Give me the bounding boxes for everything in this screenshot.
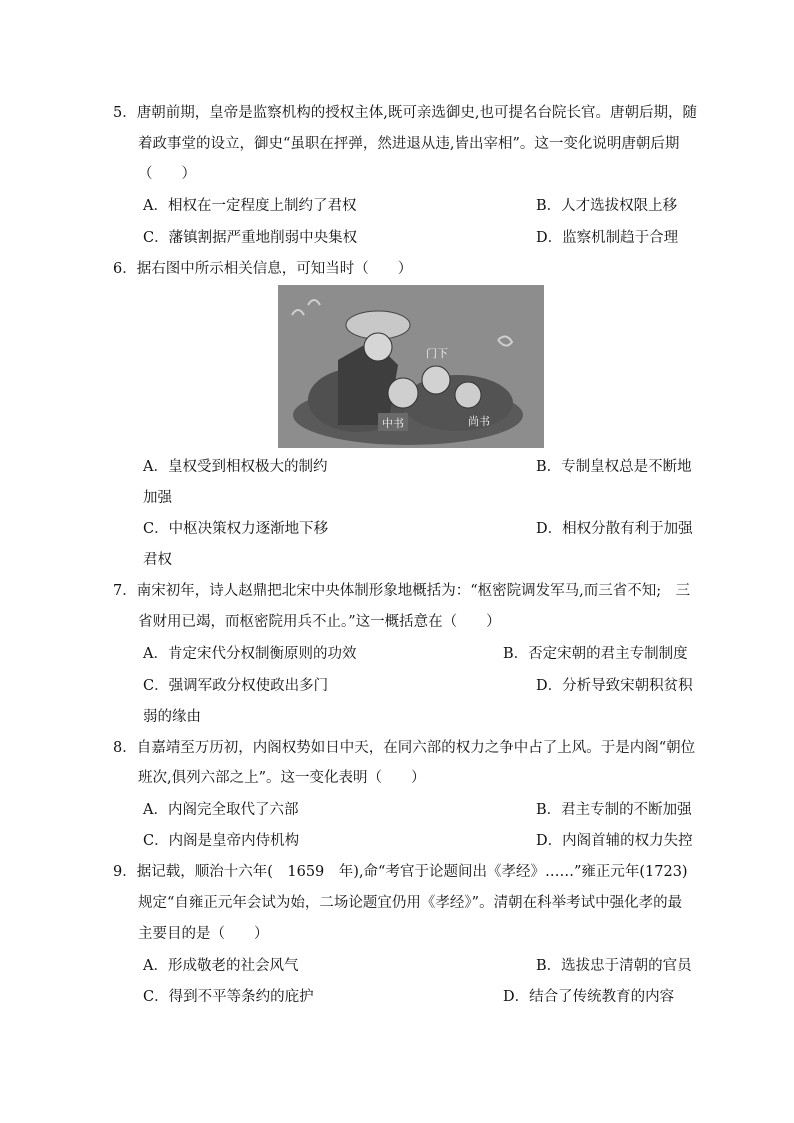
q5-option-c: C．藩镇割据严重地削弱中央集权	[143, 230, 358, 246]
q8-option-a: A．内阁完全取代了六部	[143, 802, 299, 818]
q6-option-b: B．专制皇权总是不断地	[536, 459, 692, 475]
q8-option-d: D．内阁首辅的权力失控	[536, 833, 693, 849]
q6-option-b-continued: 加强	[143, 490, 172, 506]
q7-option-a: A．肯定宋代分权制衡原则的功效	[143, 646, 357, 662]
q8-stem-line2: 班次,俱列六部之上”。这一变化表明（ ）	[138, 770, 426, 786]
q6-option-d-continued: 君权	[143, 552, 172, 568]
q9-stem-line2: 规定“自雍正元年会试为始，二场论题宜仍用《孝经》”。清朝在科举考试中强化孝的最	[138, 895, 683, 911]
q5-option-a: A．相权在一定程度上制约了君权	[143, 198, 357, 214]
q6-option-a: A．皇权受到相权极大的制约	[143, 459, 328, 475]
q9-option-c: C．得到不平等条约的庇护	[143, 989, 314, 1005]
q7-option-b: B．否定宋朝的君主专制制度	[503, 646, 688, 662]
q8-stem-line1: 8．自嘉靖至万历初，内阁权势如日中天，在同六部的权力之争中占了上风。于是内阁“朝位	[113, 740, 696, 756]
q7-option-d: D．分析导致宋朝积贫积	[536, 678, 693, 694]
q6-option-c: C．中枢决策权力逐渐地下移	[143, 521, 329, 537]
minister-face-1	[388, 378, 418, 408]
q7-stem-line2: 省财用已竭，而枢密院用兵不止。”这一概括意在（ ）	[138, 614, 501, 630]
q9-option-b: B．选拔忠于清朝的官员	[536, 958, 692, 974]
q7-option-d-continued: 弱的缘由	[143, 709, 201, 725]
minister-face-2	[422, 366, 450, 394]
label-shangshu: 尚书	[468, 415, 490, 428]
q5-option-d: D．监察机制趋于合理	[536, 230, 679, 246]
q5-stem-line2: 着政事堂的设立，御史“虽职在抨弹，然进退从违,皆出宰相”。这一变化说明唐朝后期	[138, 136, 680, 152]
q6-cartoon-figure	[278, 285, 544, 448]
q7-stem-line1: 7．南宋初年，诗人赵鼎把北宋中央体制形象地概括为：“枢密院调发军马,而三省不知; 三	[113, 583, 691, 599]
label-zhongshu: 中书	[382, 417, 404, 430]
q8-option-c: C．内阁是皇帝内侍机构	[143, 833, 300, 849]
q5-stem-line1: 5．唐朝前期，皇帝是监察机构的授权主体,既可亲选御史,也可提名台院长官。唐朝后期，随	[113, 105, 697, 121]
q9-option-d: D．结合了传统教育的内容	[503, 989, 675, 1005]
cartoon-illustration	[278, 285, 544, 448]
q9-stem-line3: 主要目的是（ ）	[138, 926, 269, 942]
q9-option-a: A．形成敬老的社会风气	[143, 958, 299, 974]
minister-face-3	[455, 382, 481, 408]
q6-option-d: D．相权分散有利于加强	[536, 521, 693, 537]
q5-option-b: B．人才选拔权限上移	[536, 198, 678, 214]
label-menxia: 门下	[426, 347, 448, 360]
q5-stem-line3: （ ）	[138, 166, 196, 182]
q7-option-c: C．强调军政分权使政出多门	[143, 678, 329, 694]
q9-stem-line1: 9．据记载，顺治十六年( 1659 年),命“考官于论题间出《孝经》……”雍正元年(1723)	[113, 864, 688, 880]
q6-stem-line1: 6．据右图中所示相关信息，可知当时（ ）	[113, 261, 413, 277]
q8-option-b: B．君主专制的不断加强	[536, 802, 692, 818]
emperor-face	[364, 333, 392, 361]
